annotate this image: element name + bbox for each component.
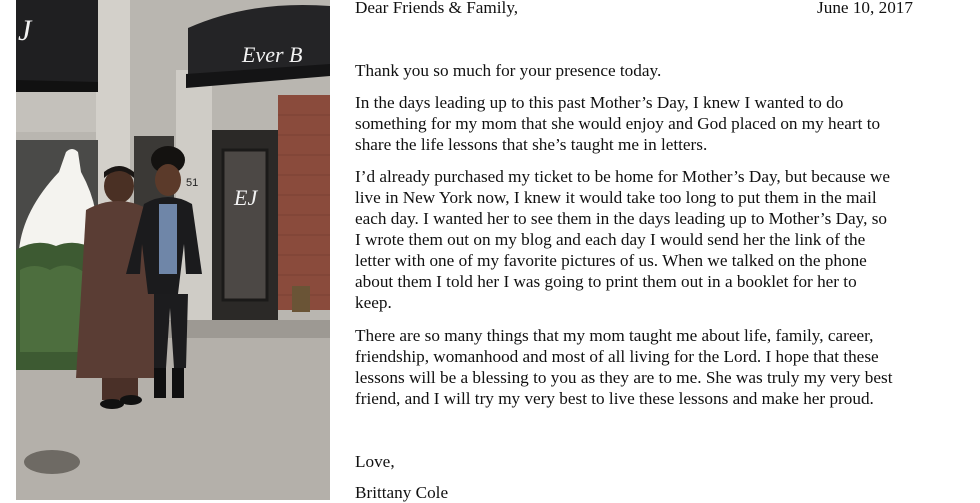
- text-line: each day. I wanted her to see them in the days leading up to Mother’s Day, so: [355, 209, 888, 228]
- text-line: friend, and I will try my very best to live these lessons and make her proud.: [355, 389, 874, 408]
- paragraph-blog-letters: [355, 166, 967, 313]
- brick-wall: [278, 95, 330, 310]
- planter: [292, 286, 310, 312]
- text-line: I wrote them out on my blog and each day I would send her the link of the: [355, 230, 866, 249]
- closing: Love,: [355, 452, 395, 471]
- text-line: Thank you so much for your presence today.: [355, 61, 662, 80]
- awning-left-text: J: [18, 14, 32, 47]
- awning-right-text: Ever B: [242, 42, 303, 67]
- photo-illustration: [16, 0, 330, 500]
- text-line: share the life lessons that she’s taught me in letters.: [355, 135, 708, 154]
- letter-photo: [16, 0, 330, 500]
- text-line: I’d already purchased my ticket to be home for Mother’s Day, but because we: [355, 167, 891, 186]
- text-line: In the days leading up to this past Mother’s Day, I knew I wanted to do: [355, 93, 844, 112]
- text-line: keep.: [355, 293, 392, 312]
- salutation: Dear Friends & Family,: [355, 0, 519, 17]
- paragraph-mothers-day: [355, 92, 967, 155]
- text-line: lessons will be a blessing to you as they are to me. She was truly my very best: [355, 368, 893, 387]
- text-line: letter with one of my favorite pictures of us. When we talked on the phone: [355, 251, 867, 270]
- text-line: about them I told her I was going to print them out in a booklet for her to: [355, 272, 857, 291]
- text-line: something for my mom that she would enjoy and God placed on my heart to: [355, 114, 881, 133]
- door-monogram: EJ: [234, 185, 258, 210]
- text-line: There are so many things that my mom taught me about life, family, career,: [355, 326, 874, 345]
- address-number: 51: [186, 177, 199, 189]
- manhole-cover: [24, 450, 80, 474]
- paragraph-thanks: [355, 60, 967, 81]
- paragraph-lessons: [355, 325, 967, 409]
- text-line: live in New York now, I knew it would take too long to put them in the mail: [355, 188, 877, 207]
- signature-name: Brittany Cole: [355, 483, 449, 502]
- letter-date: June 10, 2017: [817, 0, 913, 17]
- text-line: friendship, womanhood and most of all living for the Lord. I hope that these: [355, 347, 879, 366]
- letter: [355, 0, 967, 500]
